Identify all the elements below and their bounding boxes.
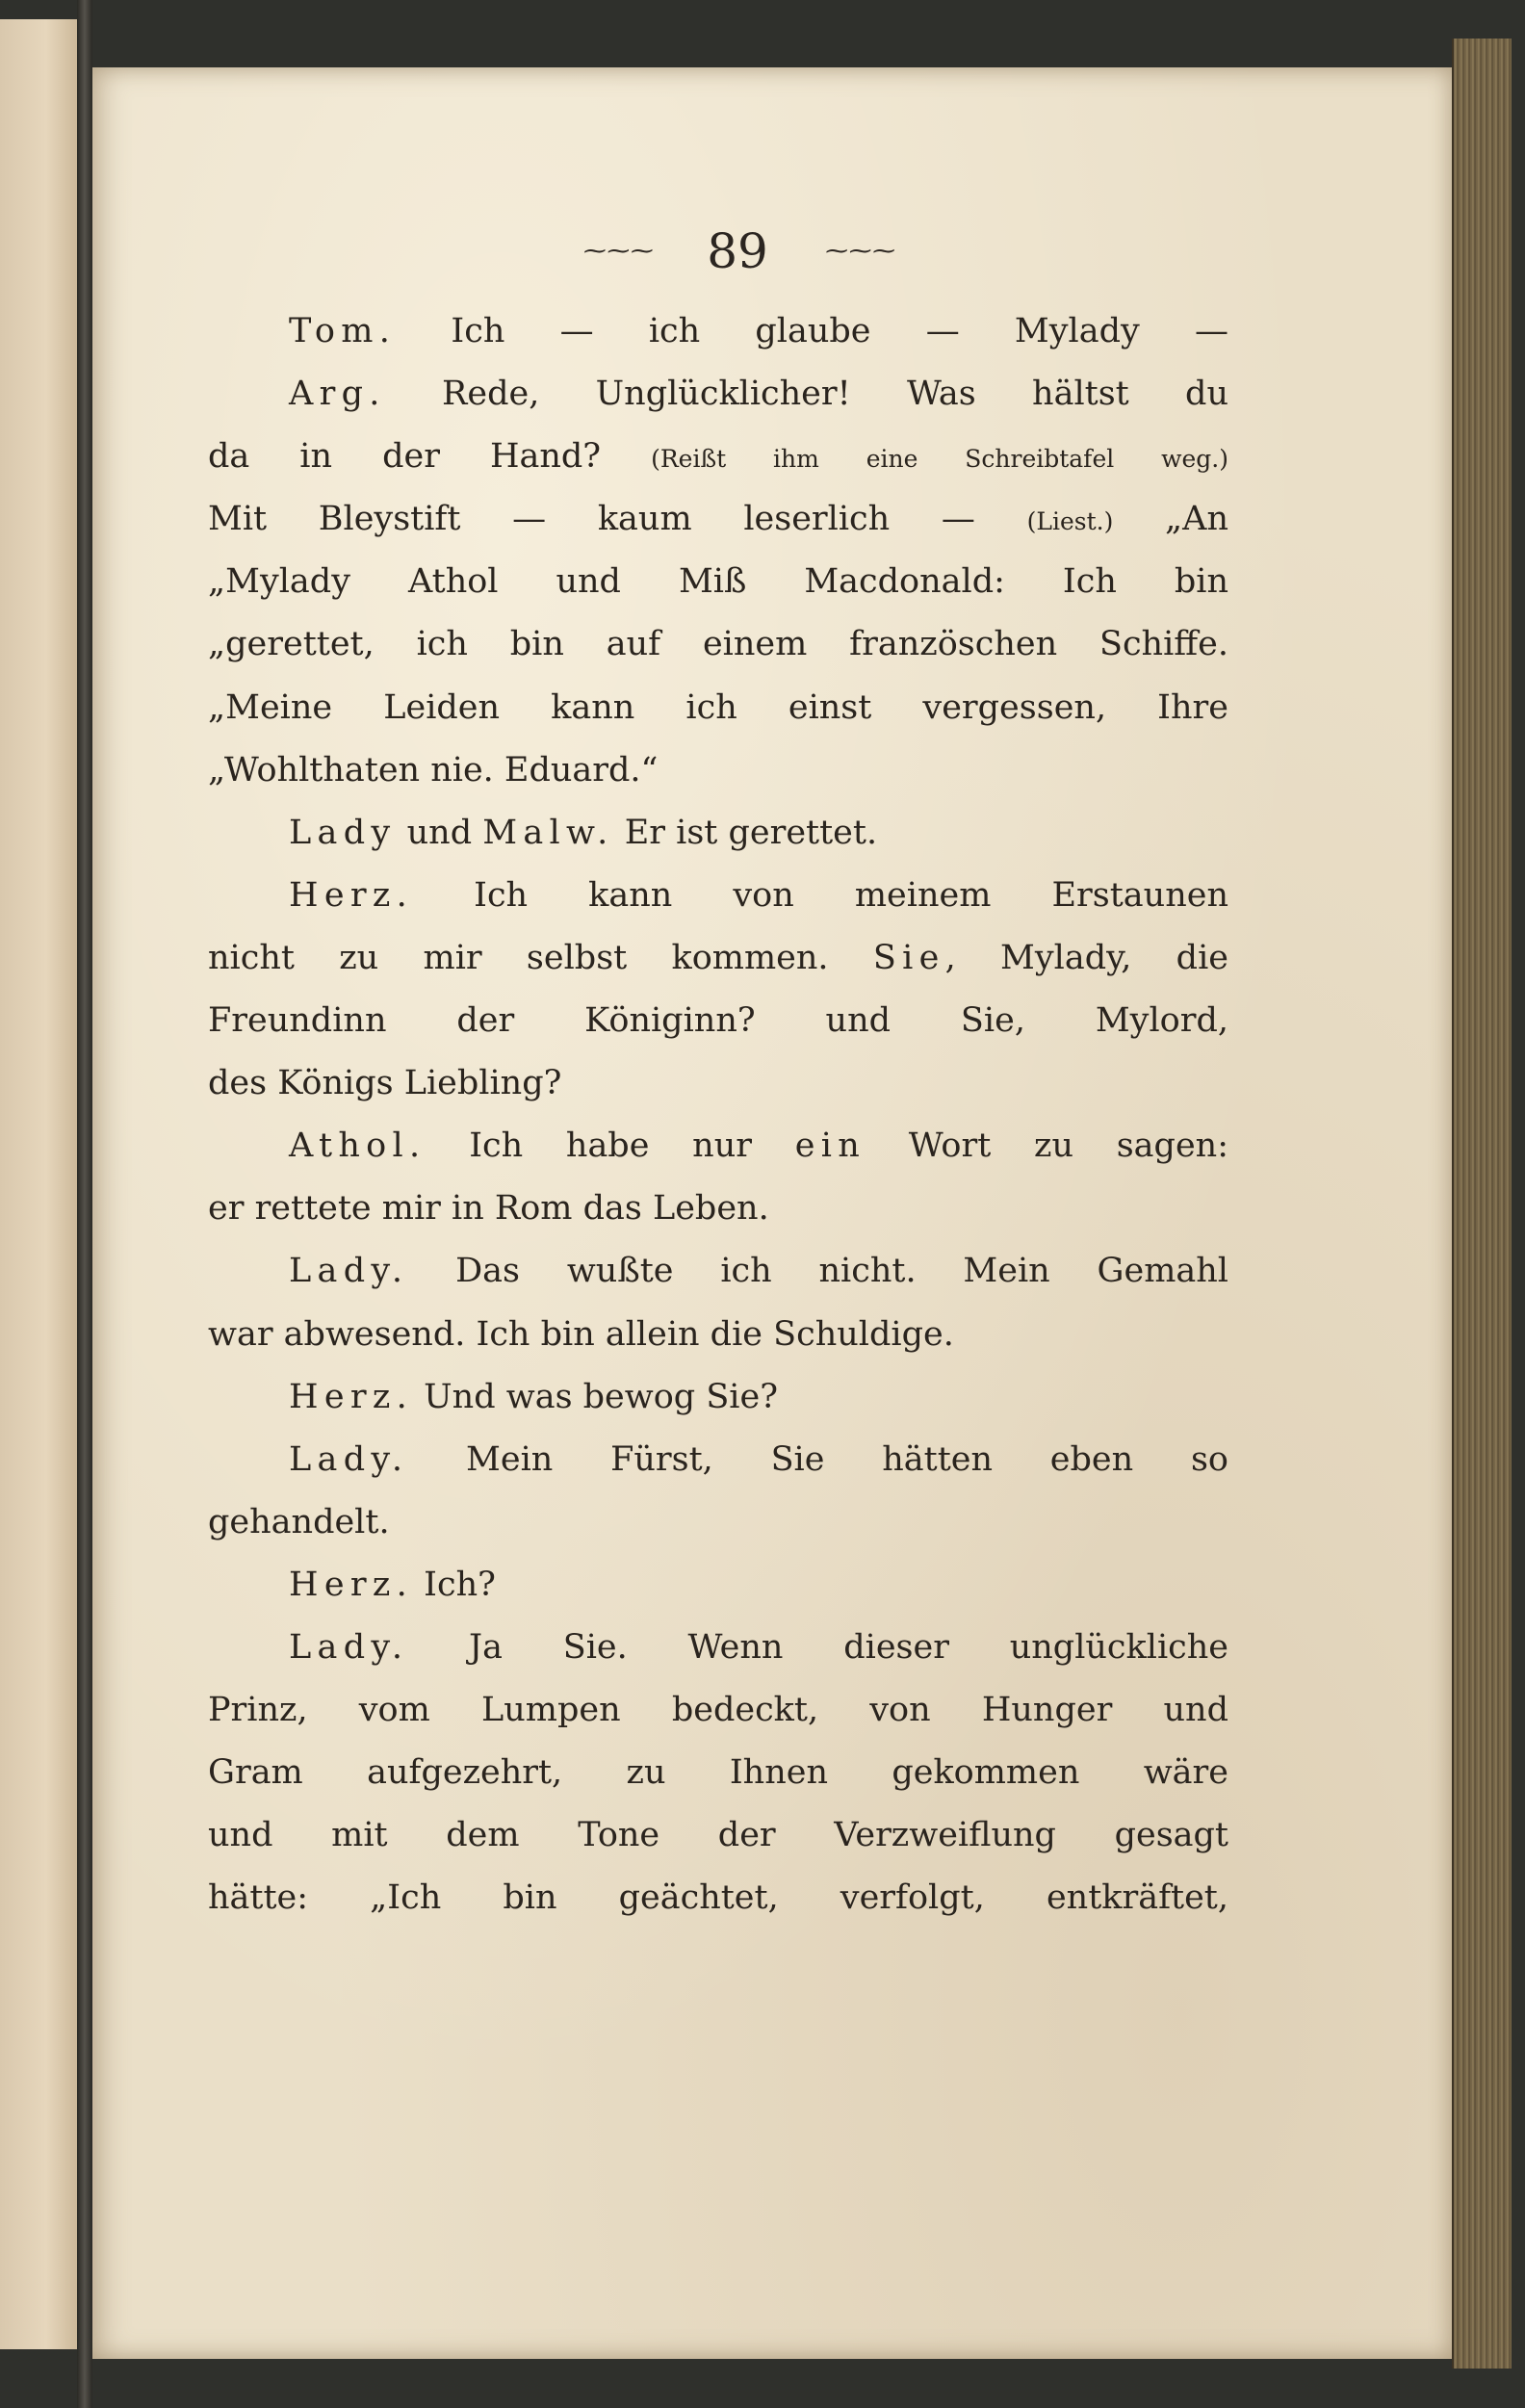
text-line	[208, 426, 1228, 488]
line-text: Mit Bleystift — kaum leserlich —	[208, 500, 1027, 539]
text-line	[208, 1178, 1228, 1240]
text-line	[208, 1742, 1228, 1804]
text-line	[208, 927, 1228, 990]
line-text: Mein Fürst, Sie hätten eben so	[408, 1439, 1228, 1479]
line-text: und mit dem Tone der Verzweiflung gesagt	[208, 1816, 1228, 1855]
line-text: Gram aufgezehrt, zu Ihnen gekommen wäre	[208, 1753, 1228, 1793]
text-line	[208, 802, 1228, 865]
line-text: hätte: „Ich bin geächtet, verfolgt, entkräftet,	[208, 1878, 1228, 1918]
speaker-name: Lady.	[289, 1252, 409, 1291]
line-text: Und was bewog Sie?	[413, 1377, 778, 1416]
line-text: Er ist gerettet.	[613, 813, 878, 852]
line-text: Prinz, vom Lumpen bedeckt, von Hunger und	[208, 1691, 1228, 1730]
text-line	[208, 1679, 1228, 1742]
line-text: „Meine Leiden kann ich einst vergessen, Ihre	[208, 687, 1228, 727]
book-gutter	[77, 0, 92, 2408]
line-text: „gerettet, ich bin auf einem französchen Schiffe.	[208, 625, 1228, 664]
speaker-name: ein	[794, 1126, 866, 1166]
line-text: da in der Hand?	[208, 437, 652, 477]
speaker-name: Malw.	[482, 813, 614, 852]
header-ornament-left: ~~~	[581, 238, 653, 265]
text-line	[208, 1366, 1228, 1429]
text-line	[208, 488, 1228, 551]
page-number: 89	[707, 223, 768, 279]
speaker-name: Herz.	[289, 1377, 414, 1416]
line-text: Ich kann von meinem Erstaunen	[413, 875, 1228, 915]
text-line	[208, 613, 1228, 676]
text-line	[208, 990, 1228, 1052]
text-line	[208, 1052, 1228, 1115]
speaker-name: Sie	[872, 938, 945, 977]
page-block-edges	[1452, 39, 1512, 2369]
speaker-name: Arg.	[289, 375, 386, 414]
line-text: „Mylady Athol und Miß Macdonald: Ich bin	[208, 562, 1228, 602]
stage-direction: (Reißt ihm eine Schreibtafel weg.)	[651, 445, 1228, 474]
speaker-name: Lady.	[289, 1439, 409, 1479]
speaker-name: Lady.	[289, 1627, 409, 1667]
text-line	[208, 1429, 1228, 1491]
text-line	[208, 1867, 1228, 1929]
line-text: war abwesend. Ich bin allein die Schuldige.	[208, 1314, 954, 1354]
line-text: Wort zu sagen:	[866, 1126, 1229, 1166]
body-text	[208, 300, 1228, 1929]
page-header	[208, 223, 1267, 291]
line-text: Ich — ich glaube — Mylady —	[396, 312, 1228, 350]
line-text: nicht zu mir selbst kommen.	[208, 938, 873, 977]
line-text: „An	[1113, 500, 1228, 539]
text-line	[208, 1240, 1228, 1303]
line-text: des Königs Liebling?	[208, 1064, 562, 1103]
line-text: Freundinn der Königinn? und Sie, Mylord,	[208, 1001, 1228, 1041]
text-line	[208, 1115, 1228, 1178]
text-line	[208, 300, 1228, 363]
speaker-name: Athol.	[289, 1126, 426, 1166]
speaker-name: Tom.	[289, 312, 397, 350]
text-line	[208, 1304, 1228, 1366]
speaker-name: Herz.	[289, 875, 414, 915]
line-text: , Mylady, die	[944, 938, 1228, 977]
text-line	[208, 677, 1228, 739]
text-line	[208, 1554, 1228, 1617]
text-line	[208, 1617, 1228, 1679]
line-text: Rede, Unglücklicher! Was hältst du	[385, 375, 1228, 414]
line-text: „Wohlthaten nie. Eduard.“	[208, 750, 659, 790]
text-line	[208, 551, 1228, 613]
header-ornament-right: ~~~	[822, 238, 894, 265]
line-text: gehandelt.	[208, 1502, 390, 1541]
line-text: Ja Sie. Wenn dieser unglückliche	[408, 1627, 1228, 1667]
text-line	[208, 363, 1228, 426]
line-text: und	[396, 813, 483, 852]
line-text: Ich?	[413, 1565, 496, 1604]
stage-direction: (Liest.)	[1026, 507, 1114, 536]
text-line	[208, 739, 1228, 802]
previous-page-edge	[0, 19, 77, 2349]
text-line	[208, 1804, 1228, 1867]
line-text: Ich habe nur	[426, 1126, 795, 1166]
line-text: Das wußte ich nicht. Mein Gemahl	[408, 1252, 1228, 1291]
line-text: er rettete mir in Rom das Leben.	[208, 1189, 769, 1229]
text-line	[208, 1491, 1228, 1554]
text-line	[208, 865, 1228, 927]
speaker-name: Lady	[289, 813, 397, 852]
speaker-name: Herz.	[289, 1565, 414, 1604]
